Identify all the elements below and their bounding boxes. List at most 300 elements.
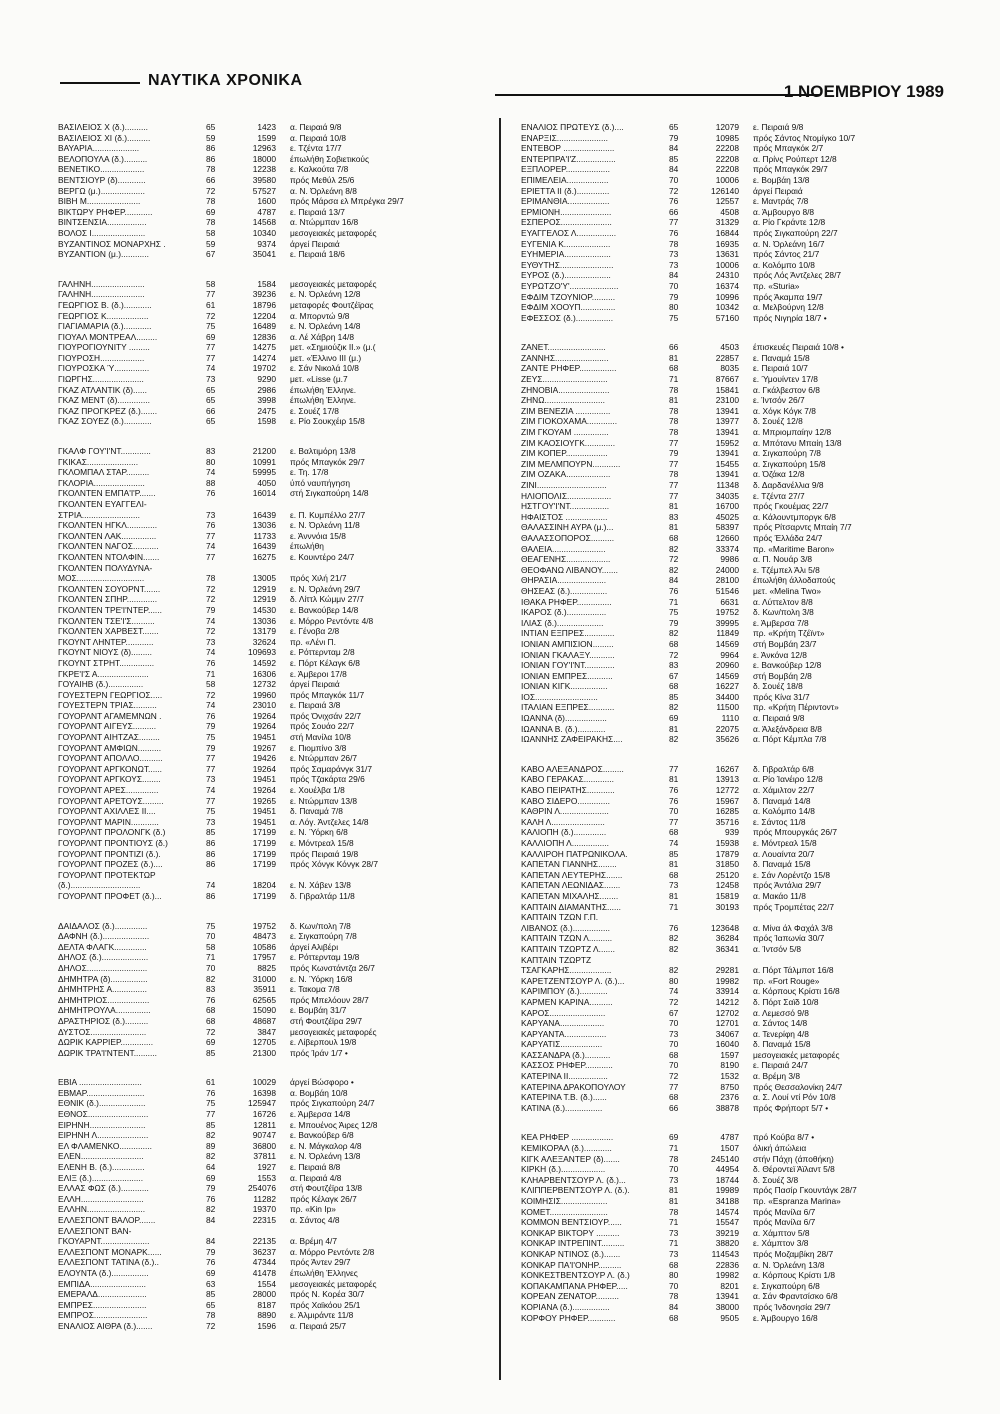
- gross-tonnage: 4050: [257, 477, 276, 488]
- ship-name: ΒΟΛΟΣ Ι.......................: [58, 227, 146, 238]
- ship-row: [58, 249, 503, 260]
- position-note: ε. Τζέμπελ Άλι 5/8: [753, 564, 820, 575]
- position-note: μεσογειακές μεταφορές: [290, 1278, 377, 1289]
- build-year: 83: [669, 660, 679, 671]
- ship-row: [521, 1302, 966, 1313]
- build-year: 77: [206, 551, 216, 562]
- ship-row: [521, 491, 966, 502]
- ship-row: [521, 554, 966, 565]
- ship-row: [521, 249, 966, 260]
- ship-name: ΚΟΠΑΚΑΜΠΑΝΑ ΡΗΦΕΡ.....: [521, 1280, 628, 1291]
- position-note: α. Πόρτ Τάλμποτ 16/8: [753, 965, 834, 976]
- ship-name: ΕΣΠΕΡΟΣ......................: [521, 217, 612, 228]
- build-year: 82: [206, 1130, 216, 1141]
- ship-name: ΓΟΥΟΡΛΝΤ ΑΡΕΤΟΥΣ.........: [58, 795, 164, 806]
- position-note: α. Λόγ. Άντζελες 14/8: [290, 816, 369, 827]
- gross-tonnage: 13036: [252, 615, 276, 626]
- position-note: πρ. «Maritime Baron»: [753, 543, 835, 554]
- position-note: ε. Ντώρμπαν 13/8: [290, 795, 358, 806]
- position-note: πρός Μπαγκόκ 29/7: [290, 456, 365, 467]
- position-note: α. Πρίνς Ρούπερτ 12/8: [753, 153, 837, 164]
- position-note: ε. Τζέντα 27/7: [753, 490, 805, 501]
- ship-row: [521, 353, 966, 364]
- gross-tonnage: 33374: [715, 543, 739, 554]
- position-note: α. Μπριομπαίην 12/8: [753, 427, 832, 438]
- ship-name: ΕΝΑΛΙΟΣ ΑΙΘΡΑ (δ.).......: [58, 1320, 153, 1331]
- ship-row: [521, 1008, 966, 1019]
- ship-name: ΚΟΡΕΑΝ ΖΕΝΑΤΟΡ..........: [521, 1291, 619, 1302]
- ship-row: [58, 679, 503, 690]
- ship-name: ΔΩΡΙΚ ΚΑΡΡΙΕΡ..............: [58, 1037, 154, 1048]
- ship-row: [58, 289, 503, 300]
- listing-column-left: [58, 122, 503, 1351]
- position-note: πρός Χόνγκ Κόνγκ 28/7: [290, 859, 379, 870]
- build-year: 58: [206, 941, 216, 952]
- ship-row: [58, 1120, 503, 1131]
- ship-name: ΓΚΟΛΝΤΕΝ ΕΜΠΑ'Ι'Ρ.......: [58, 488, 156, 499]
- ship-row: [521, 1060, 966, 1071]
- ship-row: [58, 1257, 503, 1268]
- ship-name: ΚΛΙΠΠΕΡΒΕΝΤΣΟΥΡ Λ. (δ.).: [521, 1185, 630, 1196]
- position-note: πρός Σαμαράνγκ 31/7: [290, 763, 373, 774]
- ship-name: ΖΑΝΤΕ ΡΗΦΕΡ................: [521, 363, 617, 374]
- ship-row: [521, 1207, 966, 1218]
- ship-name: ΕΥΑΓΓΕΛΟΣ Λ.................: [521, 227, 617, 238]
- ship-row: [58, 416, 503, 427]
- gross-tonnage: 25120: [715, 869, 739, 880]
- ship-row: [521, 1018, 966, 1029]
- ship-name: ΗΦΑΙΣΤΟΣ ..................: [521, 511, 608, 522]
- ship-name: ΔΕΛΤΑ ΦΛΑΓΚ..............: [58, 941, 147, 952]
- ship-name: ΚΑΣΣΟΣ ΡΗΦΕΡ............: [521, 1060, 613, 1071]
- ship-row: [521, 1132, 966, 1143]
- ship-row: [58, 510, 503, 521]
- ship-name: ΕΜΕΡΑΛΔ.....................: [58, 1289, 147, 1300]
- position-note: δ. Λίττλ Κώμμν 27/7: [290, 594, 364, 605]
- ship-row: [58, 207, 503, 218]
- ship-row: [58, 279, 503, 290]
- gross-tonnage: 35041: [252, 249, 276, 260]
- build-year: 71: [669, 1217, 679, 1228]
- gross-tonnage: 1584: [257, 278, 276, 289]
- build-year: 79: [669, 617, 679, 628]
- ship-name: ΓΟΥΟΡΛΝΤ ΑΡΓΚΟΥΣ........: [58, 774, 161, 785]
- gross-tonnage: 12238: [252, 164, 276, 175]
- ship-row: [521, 618, 966, 629]
- ship-name: ΓΙΟΥΑΛ ΜΟΝΤΡΕΑΛ.........: [58, 331, 158, 342]
- ship-row: [58, 363, 503, 374]
- build-year: 71: [669, 901, 679, 912]
- ship-name: ΖΙΜ ΚΑΟΣΙΟΥΓΚ.............: [521, 437, 616, 448]
- position-note: δ. Παναμά 14/8: [753, 795, 811, 806]
- position-note: πρ. «Κρήτη Πέριντοντ»: [753, 702, 839, 713]
- ship-list-section: [58, 122, 503, 260]
- build-year: 78: [669, 469, 679, 480]
- ship-name: ΕΛΛΕΣΠΟΝΤ ΤΑΤΙΝΑ (δ.)..: [58, 1257, 159, 1268]
- build-year: 77: [669, 217, 679, 228]
- build-year: 75: [206, 321, 216, 332]
- gross-tonnage: 8190: [720, 1060, 739, 1071]
- ship-name: ΓΟΥΟΡΛΝΤ ΠΡΟΝΤΙΟΥΣ (δ.): [58, 838, 168, 848]
- gross-tonnage: 39219: [715, 1227, 739, 1238]
- ship-row: [58, 870, 503, 881]
- gross-tonnage: 15547: [715, 1217, 739, 1228]
- gross-tonnage: 17199: [252, 827, 276, 838]
- build-year: 74: [206, 880, 216, 891]
- gross-tonnage: 123648: [711, 922, 739, 933]
- gross-tonnage: 19426: [252, 753, 276, 764]
- gross-tonnage: 16439: [252, 509, 276, 520]
- gross-tonnage: 19370: [252, 1204, 276, 1215]
- ship-row: [58, 1151, 503, 1162]
- ship-name: ΘΗΡΑΣΙΑ.....................: [521, 575, 607, 586]
- position-note: πρός Κίνα 31/7: [753, 691, 810, 702]
- position-note: ε. Ν. Ύόρκη 16/8: [290, 973, 353, 984]
- position-note: α. Σάν Φραντσίσκο 6/8: [753, 1291, 838, 1302]
- ship-name: ΓΚΑΖ ΣΟΥΕΖ (δ.)............: [58, 416, 152, 427]
- build-year: 66: [206, 405, 216, 416]
- position-note: ε. Ν. Όρλεάνη 13/8: [290, 1151, 361, 1162]
- gross-tonnage: 34067: [715, 1028, 739, 1039]
- ship-name: ΒΕΛΟΠΟΥΛΑ (δ.)..........: [58, 153, 148, 164]
- ship-name: ΚΑΛΗ Λ.......................: [521, 816, 605, 827]
- gross-tonnage: 48687: [252, 1015, 276, 1026]
- build-year: 67: [669, 670, 679, 681]
- ship-row: [58, 1048, 503, 1059]
- build-year: 69: [206, 1267, 216, 1278]
- gross-tonnage: 126140: [711, 185, 739, 196]
- ship-name: ΓΚΟΥΝΤ ΛΗΝΤΕΡ............: [58, 636, 154, 647]
- ship-row: [58, 594, 503, 605]
- position-note: α. Σάντος 14/8: [753, 1018, 808, 1029]
- ship-row: [58, 796, 503, 807]
- build-year: 73: [669, 1028, 679, 1039]
- ship-row: [521, 639, 966, 650]
- gross-tonnage: 9986: [720, 554, 739, 565]
- ship-row: [521, 501, 966, 512]
- ship-name: ΓΟΥΟΡΛΝΤ ΠΡΟΦΕΤ (δ.)...: [58, 890, 162, 901]
- ship-row: [521, 891, 966, 902]
- gross-tonnage: 14275: [252, 342, 276, 353]
- build-year: 82: [669, 628, 679, 639]
- position-note: α. Μπότανυ Μπαίη 13/8: [753, 437, 842, 448]
- position-note: πρός Μπουργκάς 26/7: [753, 827, 837, 838]
- gross-tonnage: 32624: [252, 636, 276, 647]
- build-year: 82: [669, 965, 679, 976]
- build-year: 72: [669, 1071, 679, 1082]
- ship-row: [521, 164, 966, 175]
- gross-tonnage: 16306: [252, 668, 276, 679]
- ship-list-section: [521, 342, 966, 745]
- build-year: 72: [206, 583, 216, 594]
- build-year: 72: [206, 594, 216, 605]
- ship-name: ΕΝΑΡΞΙΣ......................: [521, 132, 608, 143]
- ship-name: ΚΙΓΚ ΑΛΕΞΑΝΤΕΡ (δ).......: [521, 1153, 620, 1164]
- build-year: 65: [206, 395, 216, 406]
- build-year: 65: [669, 122, 679, 132]
- gross-tonnage: 19752: [715, 607, 739, 618]
- position-note: πρός Γκουέμας 22/7: [753, 501, 829, 512]
- gross-tonnage: 10342: [715, 302, 739, 313]
- ship-name: ΛΙΒΑΝΟΣ (δ.)................: [521, 922, 610, 933]
- build-year: 79: [206, 1183, 216, 1194]
- ship-name: ΓΕΩΡΓΙΟΣ Κ..................: [58, 310, 149, 321]
- gross-tonnage: 17879: [715, 848, 739, 859]
- ship-row: [58, 122, 503, 133]
- build-year: 75: [669, 312, 679, 323]
- position-note: ε. Βανκούβερ 12/8: [753, 660, 822, 671]
- build-year: 70: [669, 1018, 679, 1029]
- gross-tonnage: 19265: [252, 795, 276, 806]
- ship-name: ΓΚΟΛΝΤΕΝ ΤΣΕ'Ι'Σ..........: [58, 615, 155, 626]
- gross-tonnage: 19451: [252, 774, 276, 785]
- ship-row: [521, 270, 966, 281]
- gross-tonnage: 11282: [253, 1193, 276, 1204]
- ship-row: [58, 1183, 503, 1194]
- ship-name: ΓΚΟΛΝΤΕΝ ΗΓΚΛ.............: [58, 520, 158, 531]
- position-note: α. Σ. Λουί ντί Ρόν 10/8: [753, 1092, 836, 1103]
- gross-tonnage: 21300: [252, 1047, 276, 1058]
- position-note: ε. Μαντράς 7/8: [753, 196, 809, 207]
- ship-name: ΚΙΡΚΗ (δ.)...................: [521, 1164, 606, 1175]
- gross-tonnage: 15819: [715, 890, 739, 901]
- position-note: πρός Νιγηρία 18/7 •: [753, 312, 827, 323]
- position-note: πρός Τζακάρτα 29/6: [290, 774, 365, 785]
- position-note: α. Βρέμη 4/7: [290, 1236, 338, 1247]
- ship-name: ΚΑΒΟ ΣΙΔΕΡΟ..............: [521, 795, 610, 806]
- ship-row: [521, 692, 966, 703]
- build-year: 76: [206, 1087, 216, 1098]
- ship-name: ΓΟΥΕΣΤΕΡΝ ΤΡΙΑΣ..........: [58, 700, 157, 711]
- position-note: πρός Σάντος 21/7: [753, 249, 820, 260]
- build-year: 82: [669, 702, 679, 713]
- ship-name: ΓΚΑΖ ΜΕΝΤ (δ)..............: [58, 395, 150, 406]
- position-note: α. Κολόμπο 10/8: [753, 259, 815, 270]
- ship-name: ΒΙΝΤΣΕΝΣΙΑ.................: [58, 217, 147, 228]
- gross-tonnage: 19451: [252, 806, 276, 817]
- ship-name: ΔΗΜΗΤΡΑ (δ)................: [58, 973, 148, 984]
- gross-tonnage: 58397: [715, 522, 739, 533]
- gross-tonnage: 37811: [253, 1151, 276, 1162]
- ship-row: [58, 647, 503, 658]
- ship-row: [58, 849, 503, 860]
- ship-name: ΚΟΡΙΑΝΑ (δ.)................: [521, 1301, 610, 1312]
- build-year: 80: [669, 975, 679, 986]
- ship-name: ΙΩΑΝΝΑ (δ)..................: [521, 713, 607, 724]
- ship-row: [521, 1082, 966, 1093]
- ship-list-section: [58, 921, 503, 1059]
- position-note: μεσογειακές μεταφορές: [290, 278, 377, 289]
- position-note: πρός Όνιχσάν 22/7: [290, 710, 362, 721]
- position-note: α. Πειραιά 9/8: [753, 713, 805, 724]
- build-year: 81: [669, 352, 679, 363]
- position-note: δ. Σουέζ 12/8: [753, 416, 803, 427]
- ship-row: [521, 713, 966, 724]
- build-year: 74: [206, 467, 216, 478]
- build-year: 72: [669, 185, 679, 196]
- gross-tonnage: 13913: [715, 774, 739, 785]
- ship-list-section: [58, 279, 503, 427]
- position-note: α. Πόρτ Κέμπλα 7/8: [753, 734, 827, 745]
- ship-row: [58, 196, 503, 207]
- build-year: 82: [669, 943, 679, 954]
- gross-tonnage: 4503: [720, 342, 739, 353]
- build-year: 80: [206, 456, 216, 467]
- gross-tonnage: 16227: [715, 681, 739, 692]
- gross-tonnage: 35716: [715, 816, 739, 827]
- ship-row: [58, 931, 503, 942]
- position-note: πρ. «Kin Ip»: [290, 1204, 336, 1215]
- build-year: 78: [669, 1291, 679, 1302]
- position-note: πρό Κούβα 8/7 •: [753, 1132, 815, 1143]
- build-year: 76: [206, 488, 216, 499]
- ship-row: [58, 880, 503, 891]
- position-note: α. Βομβάη 10/8: [290, 1087, 348, 1098]
- ship-row: [521, 986, 966, 997]
- gross-tonnage: 28000: [252, 1289, 276, 1300]
- ship-row: [58, 342, 503, 353]
- position-note: πρός Ίαπωνία 30/7: [753, 933, 825, 944]
- position-note: πρός Ρίτσαρντς Μπαίη 7/7: [753, 522, 852, 533]
- ship-name: ΖΑΝΝΗΣ.......................: [521, 352, 609, 363]
- ship-name: ΓΙΑΓΙΑΜΑΡΙΑ (δ.)............: [58, 321, 152, 332]
- ship-name: ΕΜΠΡΟΣ.......................: [58, 1310, 148, 1321]
- ship-row: [58, 217, 503, 228]
- build-year: 82: [206, 973, 216, 984]
- build-year: 78: [206, 1310, 216, 1321]
- gross-tonnage: 10006: [715, 259, 739, 270]
- ship-name: ΚΑΤΕΡΙΝΑ ΙΙ.................: [521, 1071, 608, 1082]
- gross-tonnage: 24000: [715, 564, 739, 575]
- ship-row: [58, 573, 503, 584]
- ship-row: [58, 1215, 503, 1226]
- ship-row: [58, 406, 503, 417]
- build-year: 70: [669, 174, 679, 185]
- ship-row: [521, 997, 966, 1008]
- gross-tonnage: 38878: [715, 1102, 739, 1113]
- gross-tonnage: 12919: [252, 594, 276, 605]
- header-rule-right: [495, 94, 820, 96]
- ship-row: [58, 1321, 503, 1332]
- build-year: 81: [669, 501, 679, 512]
- ship-row: [58, 395, 503, 406]
- ship-name: ΖΙΜ ΚΟΠΕΡ..................: [521, 448, 608, 459]
- position-note: ε. Ν. Χάβεν 13/8: [290, 880, 351, 891]
- build-year: 74: [669, 838, 679, 848]
- ship-name: ΚΑΠΕΤΑΝ ΛΕΥΤΕΡΗΣ.......: [521, 869, 623, 880]
- ship-row: [58, 1027, 503, 1038]
- position-note: έπωλήθη άλλοδαπούς: [753, 575, 836, 586]
- position-note: μετ. «Έλλινο ΙΙΙ (μ.): [290, 352, 362, 363]
- build-year: 86: [206, 143, 216, 154]
- gross-tonnage: 28100: [715, 575, 739, 586]
- build-year: 71: [206, 668, 216, 679]
- gross-tonnage: 13941: [715, 469, 739, 480]
- position-note: πρός Χαϊκόου 25/1: [290, 1299, 361, 1310]
- build-year: 75: [206, 806, 216, 817]
- gross-tonnage: 22315: [252, 1215, 276, 1225]
- gross-tonnage: 35626: [715, 734, 739, 745]
- build-year: 76: [669, 922, 679, 933]
- gross-tonnage: 24310: [715, 270, 739, 281]
- build-year: 86: [206, 890, 216, 901]
- ship-row: [58, 774, 503, 785]
- ship-row: [58, 785, 503, 796]
- position-note: α. Π. Νουάρ 3/8: [753, 554, 813, 565]
- ship-name: ΕΥΡΟΣ (δ.)....................: [521, 270, 611, 281]
- ship-row: [521, 734, 966, 745]
- listing-column-right: [521, 122, 966, 1342]
- build-year: 81: [669, 774, 679, 785]
- position-note: α. Άλεξάνδρεια 8/8: [753, 723, 822, 734]
- ship-name: ΘΑΛΑΣΣΟΠΟΡΟΣ..........: [521, 532, 615, 543]
- gross-tonnage: 33914: [715, 986, 739, 997]
- ship-name: ΚΕΑ ΡΗΦΕΡ ..................: [521, 1132, 614, 1143]
- build-year: 68: [669, 827, 679, 838]
- position-note: μεσογειακές μεταφορές: [290, 227, 377, 238]
- ship-name: ΓΟΥΟΡΛΝΤ ΠΡΟΖΕΣ (δ.)....: [58, 859, 163, 870]
- gross-tonnage: 22208: [715, 164, 739, 175]
- build-year: 81: [669, 522, 679, 533]
- gross-tonnage: 13977: [715, 416, 739, 427]
- position-note: ε. Χάμπτον 3/8: [753, 1238, 809, 1249]
- build-year: 73: [669, 259, 679, 270]
- ship-name: ΕΛΟΥΝΤΑ (δ.)................: [58, 1267, 149, 1278]
- position-note: α. Μακάο 11/8: [753, 890, 806, 901]
- ship-name: ΙΟΝΙΑΝ ΚΙΓΚ................: [521, 681, 608, 692]
- ship-row: [58, 446, 503, 457]
- ship-row: [58, 374, 503, 385]
- position-note: άργεί Αλιβέρι: [290, 941, 339, 952]
- position-note: πρός Μπαγκόκ 2/7: [753, 143, 824, 154]
- ship-row: [521, 374, 966, 385]
- ship-row: [521, 827, 966, 838]
- ship-row: [521, 586, 966, 597]
- build-year: 76: [206, 994, 216, 1005]
- gross-tonnage: 16398: [252, 1087, 276, 1098]
- ship-row: [58, 321, 503, 332]
- ship-name: ΓΚΙΚΑΣ......................: [58, 456, 139, 467]
- ship-row: [58, 700, 503, 711]
- build-year: 73: [206, 509, 216, 520]
- ship-row: [58, 995, 503, 1006]
- publication-title: ΝΑΥΤΙΚΑ ΧΡΟΝΙΚΑ: [148, 72, 303, 89]
- build-year: 74: [206, 647, 216, 658]
- gross-tonnage: 11849: [716, 628, 739, 639]
- ship-row: [521, 1164, 966, 1175]
- position-note: α. Λεμεσσό 9/8: [753, 1007, 809, 1018]
- gross-tonnage: 87667: [715, 374, 739, 385]
- position-note: α. Μπορντώ 9/8: [290, 310, 350, 321]
- build-year: 84: [669, 143, 679, 154]
- ship-name: ΚΑΤΕΡΙΝΑ Τ.Β. (δ.)......: [521, 1092, 607, 1103]
- ship-name: ΓΟΥΟΡΛΝΤ ΑΜΦΙΩΝ..........: [58, 742, 162, 753]
- position-note: πρός Ίράν 1/7 •: [290, 1047, 348, 1058]
- gross-tonnage: 17199: [252, 848, 276, 859]
- ship-row: [521, 416, 966, 427]
- gross-tonnage: 11500: [716, 702, 739, 713]
- build-year: 74: [206, 363, 216, 374]
- gross-tonnage: 12732: [252, 679, 276, 690]
- position-note: ε. Σιγκαπούρη 6/8: [753, 1280, 820, 1291]
- ship-row: [521, 239, 966, 250]
- gross-tonnage: 13179: [252, 626, 276, 637]
- ship-name: ΔΗΜΗΤΡΟΥΛΑ...............: [58, 1005, 151, 1016]
- ship-row: [521, 806, 966, 817]
- build-year: 68: [206, 1015, 216, 1026]
- build-year: 84: [669, 270, 679, 281]
- position-note: πρός Μοζαμβίκη 28/7: [753, 1248, 834, 1259]
